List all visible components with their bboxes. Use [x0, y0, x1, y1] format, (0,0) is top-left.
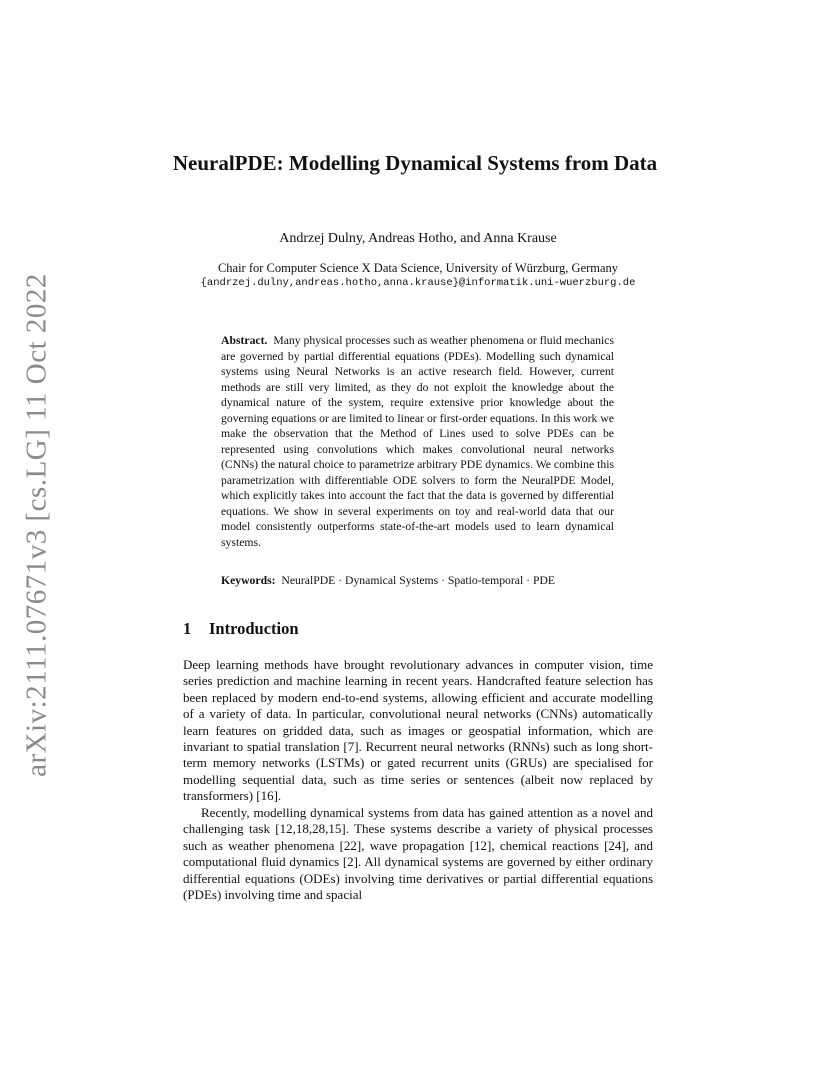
affiliation: Chair for Computer Science X Data Science, University of Würzburg, Germany: [217, 261, 619, 275]
section-number: 1: [183, 619, 192, 638]
section-heading: [183, 619, 299, 639]
keywords-label: Keywords:: [221, 574, 276, 587]
body-paragraph: Recently, modelling dynamical systems from data has gained attention as a novel and challenging task [12,18,28,15]. These systems describe a variety of physical processes such as weather phenomena [22], wave propagation [12], chemical reactions [24], and computational fluid dynamics [2]. All dynamical systems are governed by either ordinary differential equations (ODEs) involving time derivatives or partial differential equations (PDEs) involving time and spacial: [183, 805, 653, 903]
author-emails: {andrzej.dulny,andreas.hotho,anna.krause}@informatik.uni-wuerzburg.de: [200, 277, 636, 289]
body-paragraph: Deep learning methods have brought revolutionary advances in computer vision, time series prediction and machine learning in recent years. Handcrafted feature selection has been replaced by modern end-to-end systems, allowing efficient and accurate modelling of a variety of data. In particular, convolutional neural networks (CNNs) automatically learn features on gridded data, such as images or geospatial information, which are invariant to spatial translation [7]. Recurrent neural networks (RNNs) such as long short-term memory networks (LSTMs) or gated recurrent units (GRUs) are specialised for modelling sequential data, such as time series or sentences (albeit now replaced by transformers) [16].: [183, 657, 653, 804]
arxiv-identifier: [19, 273, 55, 777]
arxiv-identifier-text: arXiv:2111.07671v3 [cs.LG] 11 Oct 2022: [20, 273, 53, 777]
abstract-label: Abstract.: [221, 334, 268, 347]
author-list: Andrzej Dulny, Andreas Hotho, and Anna Krause: [279, 231, 557, 246]
section-title: Introduction: [209, 619, 299, 638]
keywords: [221, 573, 641, 588]
abstract: [221, 333, 614, 550]
abstract-text: Many physical processes such as weather phenomena or fluid mechanics are governed by partial differential equations (PDEs). Modelling such dynamical systems using Neural Networks is an active research field. However, current methods are still very limited, as they do not exploit the knowledge about the dynamical nature of the system, require extensive prior knowledge about the governing equations or are limited to linear or first-order equations. In this work we make the observation that the Method of Lines used to solve PDEs can be represented using convolutions which makes convolutional neural networks (CNNs) the natural choice to parametrize arbitrary PDE dynamics. We combine this parametrization with differentiable ODE solvers to form the NeuralPDE Model, which explicitly takes into account the fact that the data is governed by differential equations. We show in several experiments on toy and real-world data that our model consistently outperforms state-of-the-art models used to learn dynamical systems.: [221, 334, 615, 549]
keywords-text: NeuralPDE · Dynamical Systems · Spatio-temporal · PDE: [281, 574, 556, 587]
paper-title: NeuralPDE: Modelling Dynamical Systems from Data: [172, 151, 658, 175]
